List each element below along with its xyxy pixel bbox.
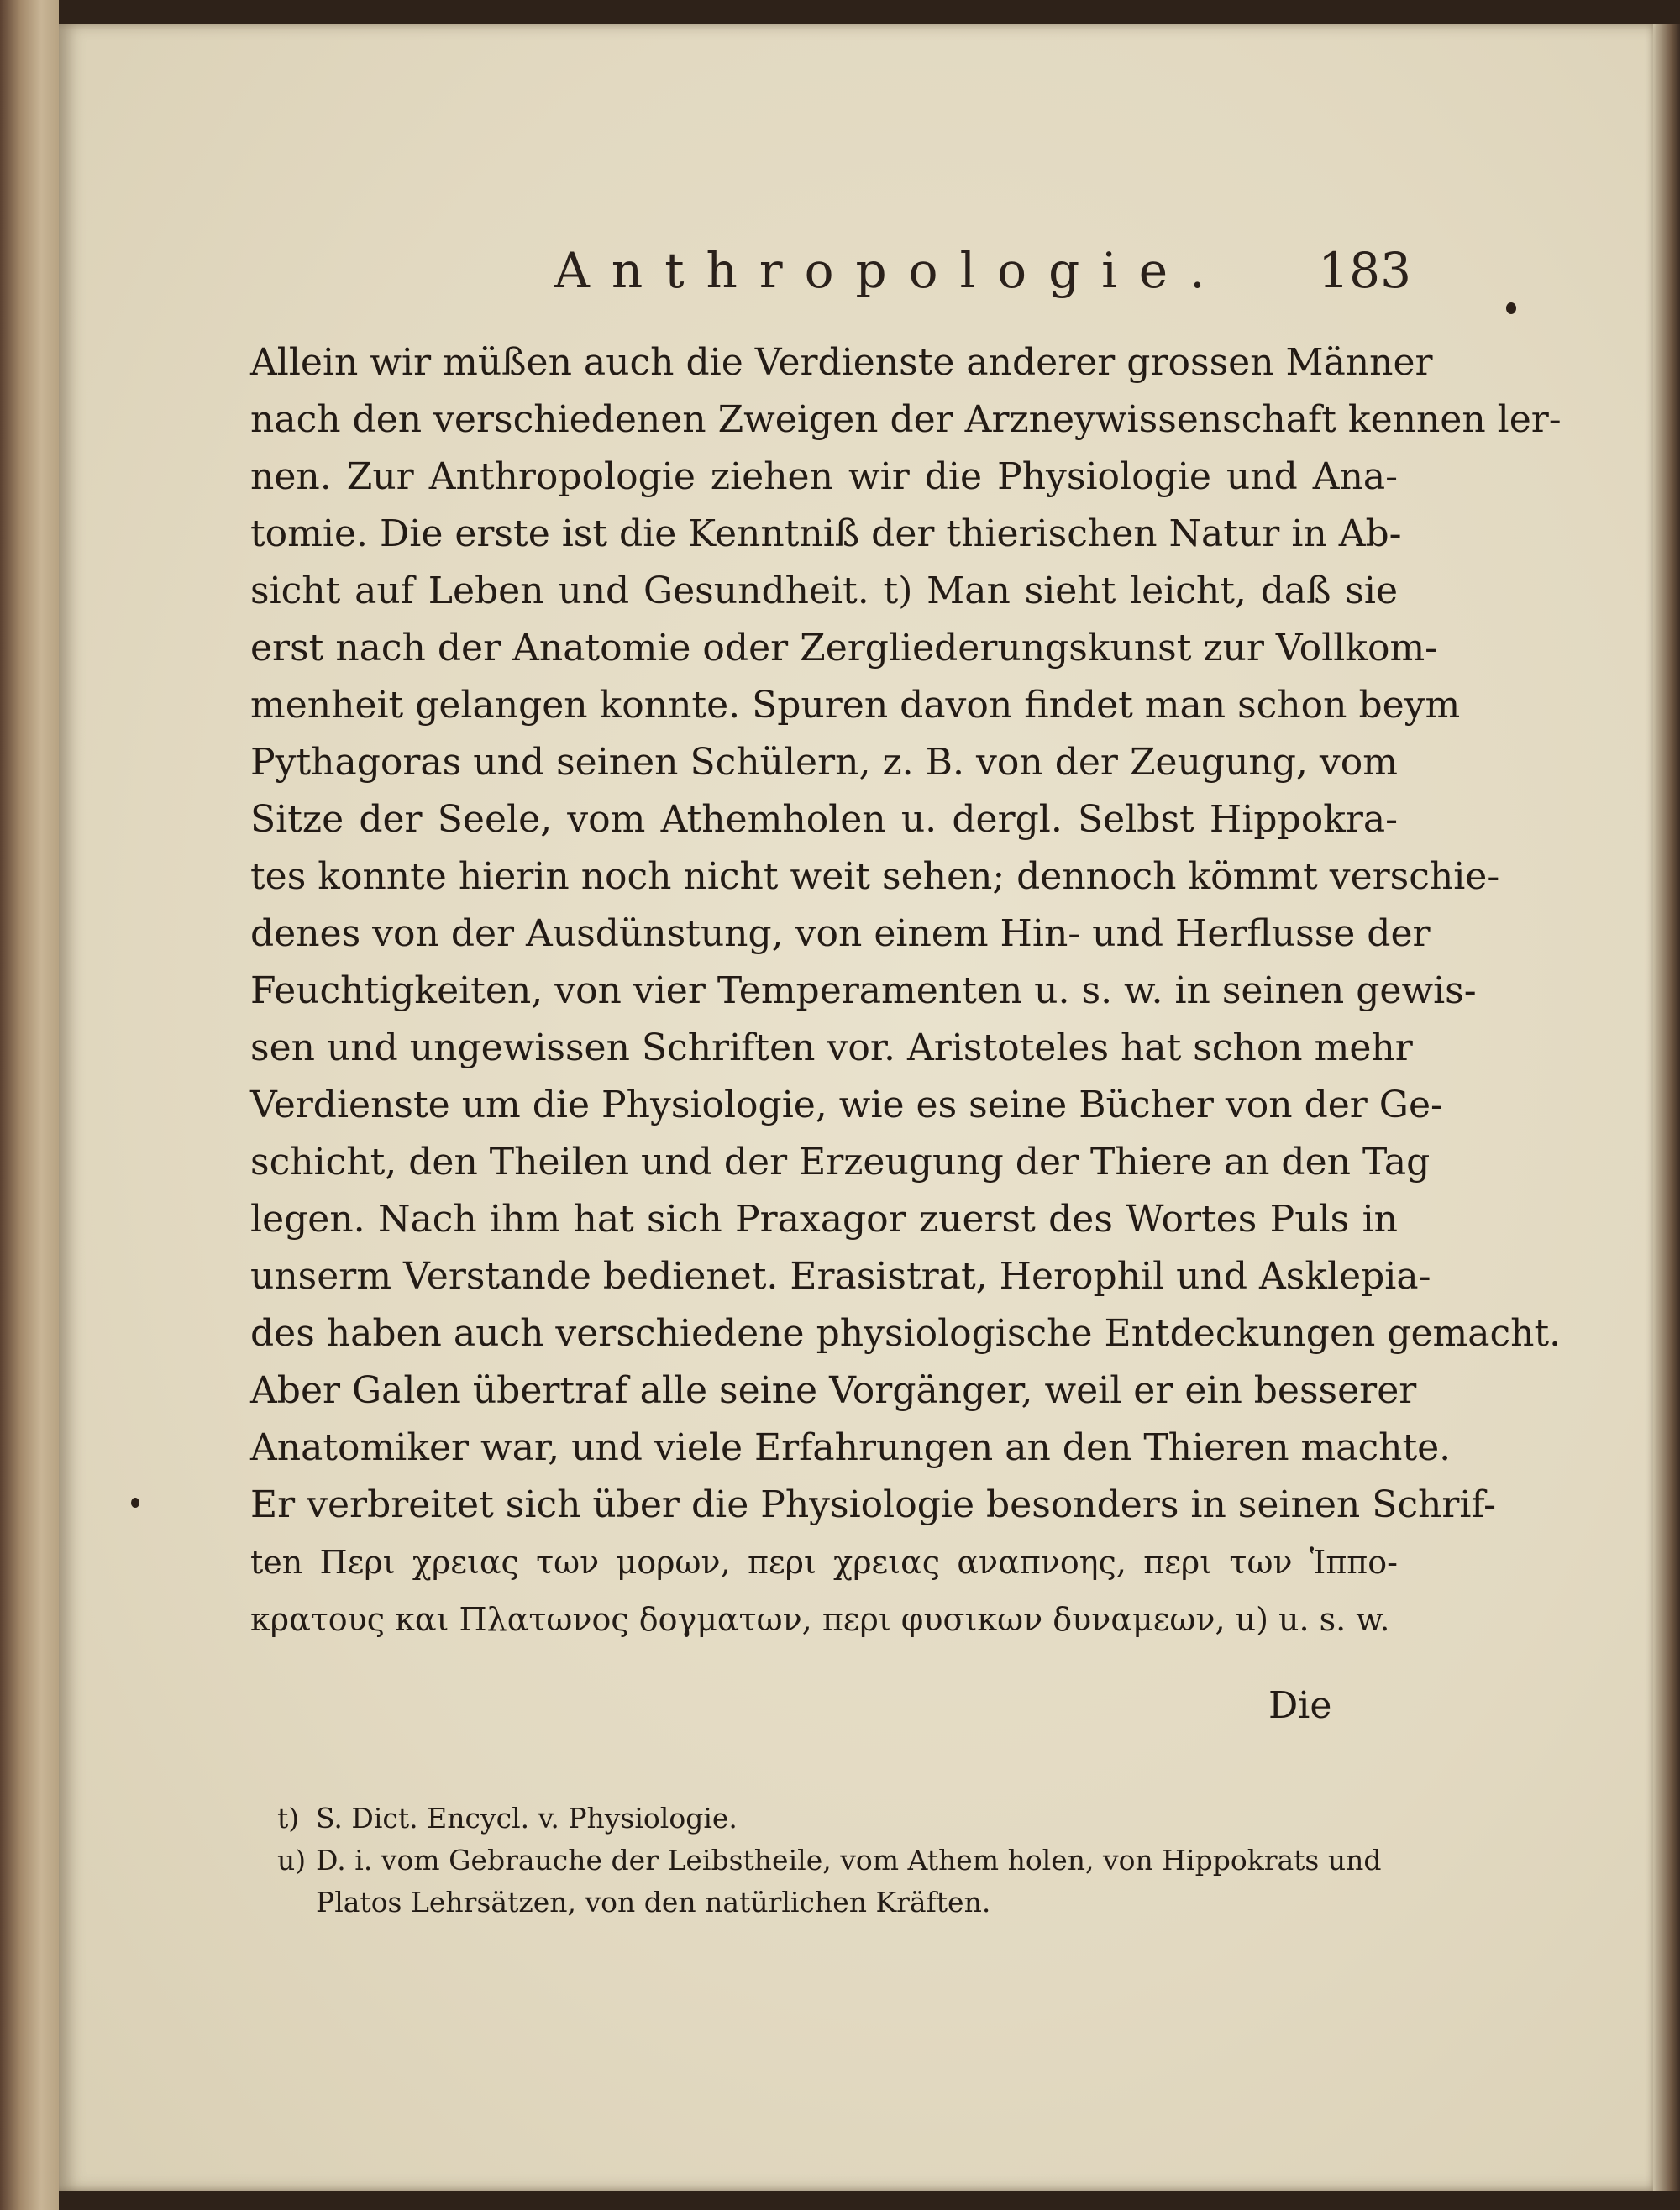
text-line: Anatomiker war, und viele Erfahrungen an den Thieren machte.	[250, 1426, 1452, 1469]
footnote-u	[277, 1840, 1386, 1882]
text-line: Feuchtigkeiten, von vier Temperamenten u. s. w. in seinen gewis-	[250, 969, 1477, 1012]
text-line: nach den verschiedenen Zweigen der Arzneywissenschaft kennen ler-	[250, 398, 1562, 441]
text-line: legen. Nach ihm hat sich Praxagor zuerst des Wortes Puls in	[250, 1198, 1398, 1241]
text-line: Sitze der Seele, vom Athemholen u. dergl. Selbst Hippokra-	[250, 798, 1398, 841]
body-text	[250, 334, 1562, 1648]
text-line: unserm Verstande bedienet. Erasistrat, Herophil und Asklepia-	[250, 1255, 1431, 1298]
text-line: Pythagoras und seinen Schülern, z. B. von der Zeugung, vom	[250, 741, 1398, 784]
catchword: Die	[1268, 1684, 1332, 1727]
text-line: sen und ungewissen Schriften vor. Aristoteles hat schon mehr	[250, 1026, 1413, 1069]
footnotes	[277, 1798, 1386, 1924]
text-line: tomie. Die erste ist die Kenntniß der thierischen Natur in Ab-	[250, 512, 1402, 555]
text-line: des haben auch verschiedene physiologische Entdeckungen gemacht.	[250, 1312, 1562, 1355]
text-line: schicht, den Theilen und der Erzeugung der Thiere an den Tag	[250, 1141, 1431, 1184]
text-line: sicht auf Leben und Gesundheit. t) Man sieht leicht, daß sie	[250, 570, 1398, 612]
text-line: Er verbreitet sich über die Physiologie besonders in seinen Schrif-	[250, 1483, 1497, 1526]
footnote-t	[277, 1798, 1386, 1840]
text-line: tes konnte hierin noch nicht weit sehen; dennoch kömmt verschie-	[250, 855, 1500, 898]
text-line: Aber Galen übertraf alle seine Vorgänger, weil er ein besserer	[250, 1369, 1417, 1412]
text-line-greek: ten Περι χρειας των μορων, περι χρειας αναπνοης, περι των Ἱππο-	[250, 1544, 1398, 1581]
text-line-greek: κρατους και Πλατωνος δογματων, περι φυσικων δυναμεων, u) u. s. w.	[250, 1601, 1390, 1638]
text-line: Verdienste um die Physiologie, wie es seine Bücher von der Ge-	[250, 1084, 1443, 1126]
ink-speck	[1506, 302, 1516, 314]
ink-speck	[131, 1498, 139, 1508]
footnote-text: S. Dict. Encycl. v. Physiologie.	[316, 1802, 738, 1835]
page-edge	[1653, 24, 1680, 2191]
text-line: nen. Zur Anthropologie ziehen wir die Physiologie und Ana-	[250, 455, 1398, 498]
running-head	[252, 242, 1411, 312]
page-number: 183	[1318, 242, 1411, 299]
text-line: denes von der Ausdünstung, von einem Hin- und Herflusse der	[250, 912, 1431, 955]
footnote-continuation: Platos Lehrsätzen, von den natürlichen Kräften.	[316, 1886, 991, 1919]
text-line: menheit gelangen konnte. Spuren davon findet man schon beym	[250, 684, 1461, 727]
book-spine	[0, 0, 59, 2210]
footnote-text: D. i. vom Gebrauche der Leibstheile, vom Athem holen, von Hippokrats und	[316, 1844, 1382, 1877]
text-line: erst nach der Anatomie oder Zergliederungskunst zur Vollkom-	[250, 627, 1438, 669]
footnote-mark: t)	[277, 1802, 300, 1835]
running-title: Anthropologie.	[554, 242, 1227, 299]
footnote-mark: u)	[277, 1844, 307, 1877]
text-line: Allein wir müßen auch die Verdienste anderer grossen Männer	[250, 341, 1433, 384]
